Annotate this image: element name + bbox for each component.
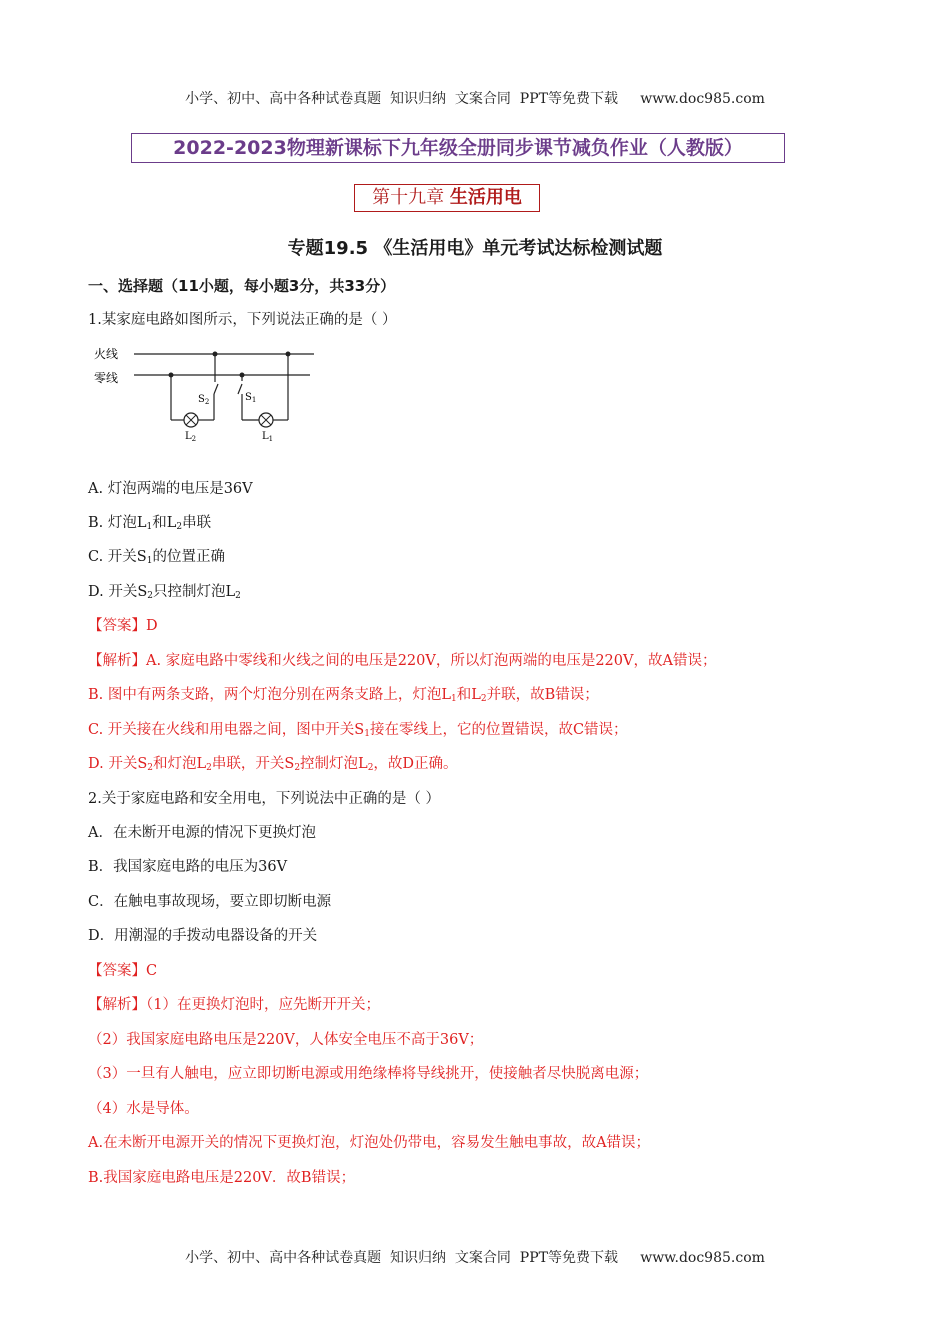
q2-explanation-3: （3）一旦有人触电，应立即切断电源或用绝缘棒将导线挑开，使接触者尽快脱离电源； [88,1066,649,1082]
switch-s2-icon [214,384,218,394]
q1-option-c: C. 开关$S_1$的位置正确 [88,549,225,566]
q1-explanation-c: C. 开关接在火线和用电器之间，图中开关$S_1$接在零线上，它的位置错误，故C错误； [88,722,628,739]
q2-explanation-6: B.我国家庭电路电压是220V．故B错误； [88,1170,356,1186]
q2-option-d: D．用潮湿的手拨动电器设备的开关 [88,928,318,944]
switch-s2-label: $S_2$ [198,394,210,406]
q2-option-a: A．在未断开电源的情况下更换灯泡 [88,825,316,841]
circuit-diagram [92,342,322,447]
lamp-l2-label: $L_2$ [185,431,197,443]
q1-option-a: A. 灯泡两端的电压是36V [88,481,253,497]
q2-explanation-4: （4）水是导体。 [88,1101,199,1117]
q2-option-b: B．我国家庭电路的电压为36V [88,859,288,875]
q2-stem: 2.关于家庭电路和安全用电，下列说法中正确的是（ ） [88,791,440,807]
q1-stem: 1.某家庭电路如图所示，下列说法正确的是（ ） [88,312,397,328]
lamp-l1-label: $L_1$ [262,431,274,443]
q2-answer: 【答案】C [88,963,158,979]
document-title: 2022-2023物理新课标下九年级全册同步课节减负作业（人教版） [131,133,785,163]
switch-s1-icon [238,384,242,394]
section-heading: 一、选择题（11小题，每小题3分，共33分） [88,277,396,295]
live-wire-label: 火线 [94,347,119,361]
q2-explanation-1: 【解析】（1）在更换灯泡时，应先断开开关； [88,997,380,1013]
q1-option-d: D. 开关$S_2$只控制灯泡$L_2$ [88,584,241,601]
q1-explanation-a: 【解析】A. 家庭电路中零线和火线之间的电压是220V，所以灯泡两端的电压是220V，故A错误； [88,653,717,669]
q1-explanation-b: B. 图中有两条支路，两个灯泡分别在两条支路上，灯泡$L_1$和$L_2$并联，故B错误； [88,687,599,704]
q1-option-b: B. 灯泡$L_1$和$L_2$串联 [88,515,212,532]
q1-explanation-d: D. 开关$S_2$和灯泡$L_2$串联，开关$S_2$控制灯泡$L_2$，故D正确。 [88,756,458,773]
q2-explanation-2: （2）我国家庭电路电压是220V，人体安全电压不高于36V； [88,1032,484,1048]
switch-s1-label: $S_1$ [245,392,257,404]
neutral-wire-label: 零线 [94,371,119,385]
page-footer: 小学、初中、高中各种试卷真题 知识归纳 文案合同 PPT等免费下载 www.doc985.com [185,1250,765,1266]
chapter-title: 第十九章 生活用电 [354,184,540,212]
page-header: 小学、初中、高中各种试卷真题 知识归纳 文案合同 PPT等免费下载 www.doc985.com [185,91,765,107]
topic-title: 专题19.5 《生活用电》单元考试达标检测试题 [287,238,663,259]
q1-answer: 【答案】D [88,618,158,634]
q2-option-c: C．在触电事故现场，要立即切断电源 [88,894,332,910]
q2-explanation-5: A.在未断开电源开关的情况下更换灯泡，灯泡处仍带电，容易发生触电事故，故A错误； [88,1135,651,1151]
